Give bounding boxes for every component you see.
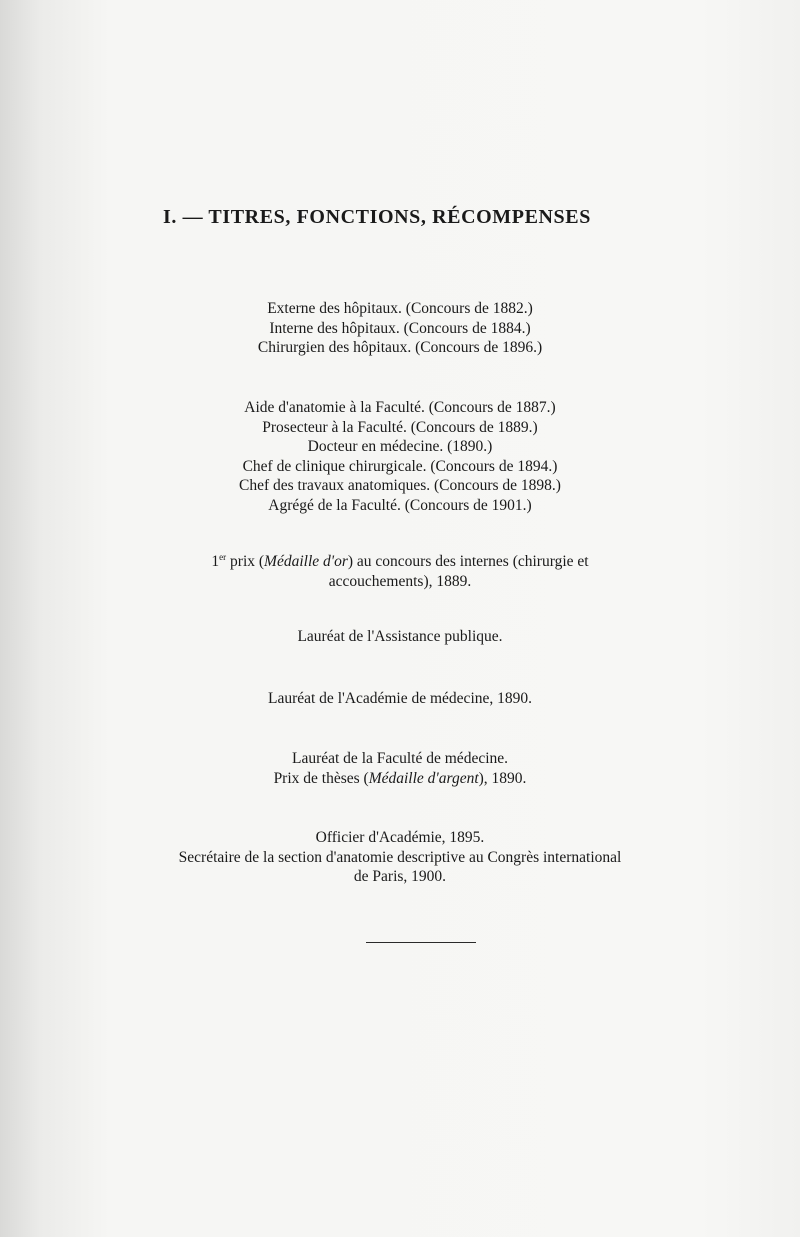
first-prize-superscript: er — [219, 552, 227, 562]
first-prize-prefix: prix ( — [226, 553, 265, 570]
faculty-post-docteur: Docteur en médecine. (1890.) — [307, 438, 493, 455]
faculty-post-chef-clinique: Chef de clinique chirurgicale. (Concours de 1894.) — [242, 457, 558, 475]
faculty-post-agrege: Agrégé de la Faculté. (Concours de 1901.) — [268, 496, 532, 514]
first-prize-line-1 — [0, 552, 800, 572]
officier-line-3: de Paris, 1900. — [353, 868, 447, 885]
first-prize-entry — [0, 552, 800, 591]
faculty-post-aide-anatomie: Aide d'anatomie à la Faculté. (Concours de 1887.) — [244, 399, 556, 416]
these-prize-medal: Médaille d'argent — [368, 769, 479, 787]
faculte-medecine-line-2 — [0, 769, 800, 789]
first-prize-line-2: accouchements), 1889. — [328, 572, 472, 590]
faculty-posts-list — [0, 398, 800, 515]
these-prize-suffix: ), 1890. — [478, 769, 527, 787]
academie-medecine-entry — [0, 689, 800, 709]
hospital-post-interne: Interne des hôpitaux. (Concours de 1884.) — [269, 319, 531, 337]
assistance-publique-line: Lauréat de l'Assistance publique. — [297, 628, 503, 645]
officier-line-2: Secrétaire de la section d'anatomie descriptive au Congrès international — [178, 848, 622, 866]
academie-medecine-line: Lauréat de l'Académie de médecine, 1890. — [267, 690, 532, 707]
section-heading: I. — TITRES, FONCTIONS, RÉCOMPENSES — [163, 206, 591, 228]
first-prize-suffix: ) au concours des internes (chirurgie et — [347, 553, 589, 570]
first-prize-medal: Médaille d'or — [264, 553, 348, 570]
faculte-medecine-entry — [0, 749, 800, 788]
closing-rule — [366, 942, 476, 943]
these-prize-prefix: Prix de thèses ( — [273, 769, 369, 787]
faculty-post-chef-travaux: Chef des travaux anatomiques. (Concours de 1898.) — [239, 477, 561, 494]
assistance-publique-entry — [0, 627, 800, 647]
officier-entry — [0, 828, 800, 887]
first-prize-number: 1 — [211, 553, 220, 570]
hospital-post-chirurgien: Chirurgien des hôpitaux. (Concours de 1896.) — [257, 339, 543, 356]
faculty-post-prosecteur: Prosecteur à la Faculté. (Concours de 1889.) — [262, 418, 538, 436]
officier-line-1: Officier d'Académie, 1895. — [315, 829, 485, 846]
hospital-post-externe: Externe des hôpitaux. (Concours de 1882.) — [267, 300, 533, 317]
hospital-posts-list — [0, 299, 800, 358]
faculte-medecine-line-1: Lauréat de la Faculté de médecine. — [291, 750, 509, 767]
